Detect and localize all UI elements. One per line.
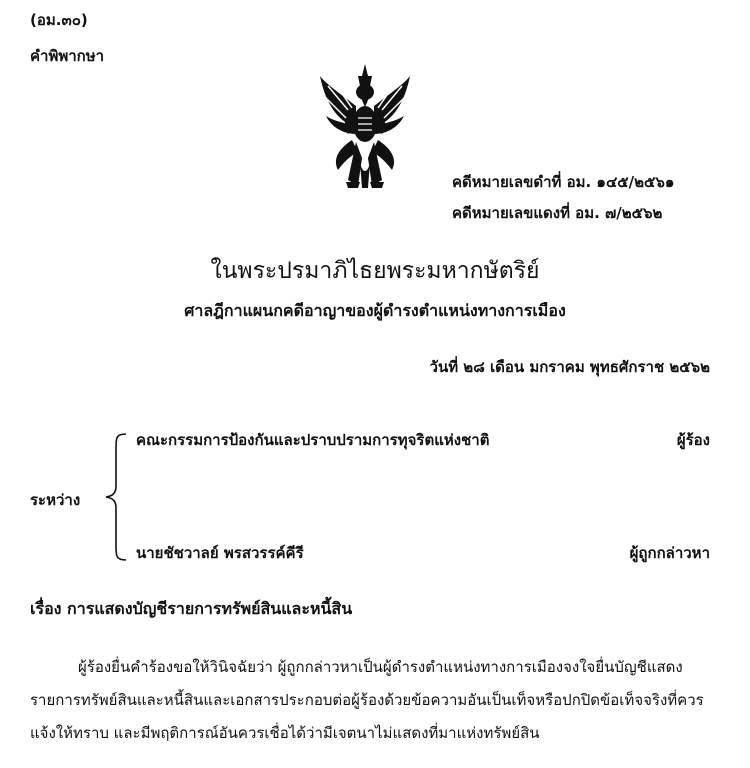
respondent-name: นายชัชวาลย์ พรสวรรค์คีรี — [136, 544, 304, 562]
court-name: ศาลฎีกาแผนกคดีอาญาของผู้ดำรงตำแหน่งทางการเมือง — [184, 301, 566, 320]
document-type: คำพิพากษา — [30, 47, 105, 65]
form-code: (อม.๓๐) — [30, 11, 88, 29]
royal-prerogative-line: ในพระปรมาภิไธยพระมหากษัตริย์ — [210, 258, 540, 284]
case-subject: เรื่อง การแสดงบัญชีรายการทรัพย์สินและหนี้สิน — [30, 599, 353, 618]
petitioner-name: คณะกรรมการป้องกันและปราบปรามการทุจริตแห่งชาติ — [136, 431, 490, 449]
body-paragraph: ผู้ร้องยื่นคำร้องขอให้วินิจฉัยว่า ผู้ถูกกล่าวหาเป็นผู้ดำรงตำแหน่งทางการเมืองจงใจยื่นบัญชีแสดงรายการทรัพย์สินและหนี้สินและเอกสารประกอบต่อผู้ร้องด้วยข้อความอันเป็นเท็จหรือปกปิดข้อเท็จจริงที่ควรแจ้งให้ทราบ และมีพฤติการณ์อันควรเชื่อได้ว่ามีเจตนาไม่แสดงที่มาแห่งทรัพย์สิน — [30, 658, 704, 742]
respondent-role: ผู้ถูกกล่าวหา — [629, 544, 710, 562]
between-label: ระหว่าง — [30, 491, 81, 509]
black-case-number: คดีหมายเลขดำที่ อม. ๑๔๕/๒๕๖๑ — [452, 173, 675, 191]
petitioner-role: ผู้ร้อง — [676, 431, 710, 449]
judgment-date: วันที่ ๒๘ เดือน มกราคม พุทธศักราช ๒๕๖๒ — [429, 358, 710, 376]
garuda-emblem-icon — [318, 62, 412, 194]
red-case-number: คดีหมายเลขแดงที่ อม. ๗/๒๕๖๒ — [452, 204, 663, 222]
party-brace — [100, 432, 130, 562]
